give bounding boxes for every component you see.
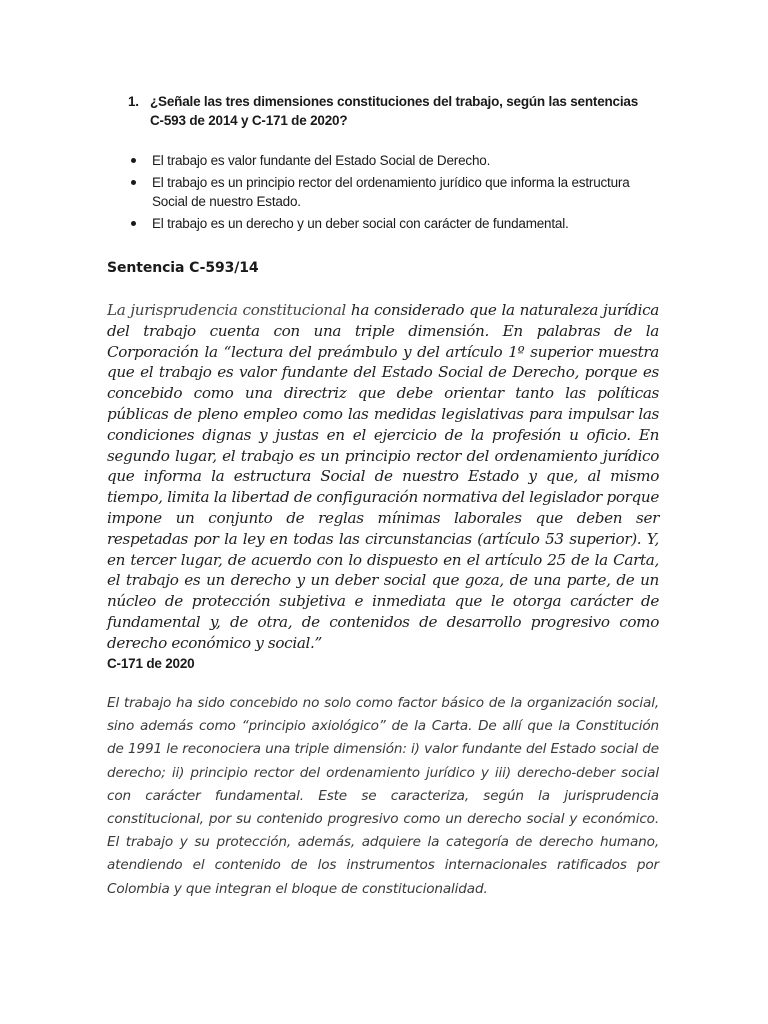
answer-item [128, 214, 648, 234]
answer-item [128, 151, 648, 171]
answer-item [128, 173, 648, 212]
section-heading-c171: C-171 de 2020 [107, 656, 195, 671]
bullet-icon [131, 180, 136, 185]
answer-text: El trabajo es un derecho y un deber social con carácter de fundamental. [152, 215, 569, 231]
answer-text: El trabajo es valor fundante del Estado Social de Derecho. [152, 153, 491, 168]
answer-text: El trabajo es un principio rector del ordenamiento jurídico que informa la estructura Social de nuestro Estado. [152, 174, 630, 209]
quote-c593 [107, 300, 659, 654]
quote-body: ha considerado que la naturaleza jurídica del trabajo cuenta con una triple dimensión. En palabras de la Corporación la “lectura del preámbulo y del artículo 1º superior muestra que el trabajo es valor fundante del Estado Social de Derecho, porque es concebido como una directriz que debe orientar tanto las políticas públicas de pleno empleo como las medidas legislativas para impulsar las condiciones dignas y justas en el ejercicio de la profesión u oficio. En segundo lugar, el trabajo es un principio rector del ordenamiento jurídico que informa la estructura Social de nuestro Estado y que, al mismo tiempo, limita la libertad de configuración normativa del legislador porque impone un conjunto de reglas mínimas laborales que deben ser respetadas por la ley en todas las circunstancias (artículo 53 superior). Y, en tercer lugar, de acuerdo con lo dispuesto en el artículo 25 de la Carta, el trabajo es un derecho y un deber social que goza, de una parte, de un núcleo de protección subjetiva e inmediata que le otorga carácter de fundamental y, de otra, de contenidos de desarrollo progresivo como derecho económico y social.” [107, 301, 659, 652]
question-number: 1. [128, 94, 139, 109]
quote-lead: La jurisprudencia constitucional [107, 301, 346, 319]
question-item [128, 92, 648, 130]
section-heading-c593: Sentencia C-593/14 [107, 260, 259, 276]
question-text: ¿Señale las tres dimensiones constituciones del trabajo, según las sentencias C-593 de 2014 y C-171 de 2020? [150, 94, 639, 128]
bullet-icon [131, 158, 136, 163]
answer-list [128, 151, 648, 235]
bullet-icon [131, 221, 136, 226]
paragraph-c171: El trabajo ha sido concebido no solo como factor básico de la organización social, sino además como “principio axiológico” de la Carta. De allí que la Constitución de 1991 le reconociera una triple dimensión: i) valor fundante del Estado social de derecho; ii) principio rector del ordenamiento jurídico y iii) derecho-deber social con carácter fundamental. Este se caracteriza, según la jurisprudencia constitucional, por su contenido progresivo como un derecho social y económico. El trabajo y su protección, además, adquiere la categoría de derecho humano, atendiendo el contenido de los instrumentos internacionales ratificados por Colombia y que integran el bloque de constitucionalidad. [107, 695, 659, 897]
